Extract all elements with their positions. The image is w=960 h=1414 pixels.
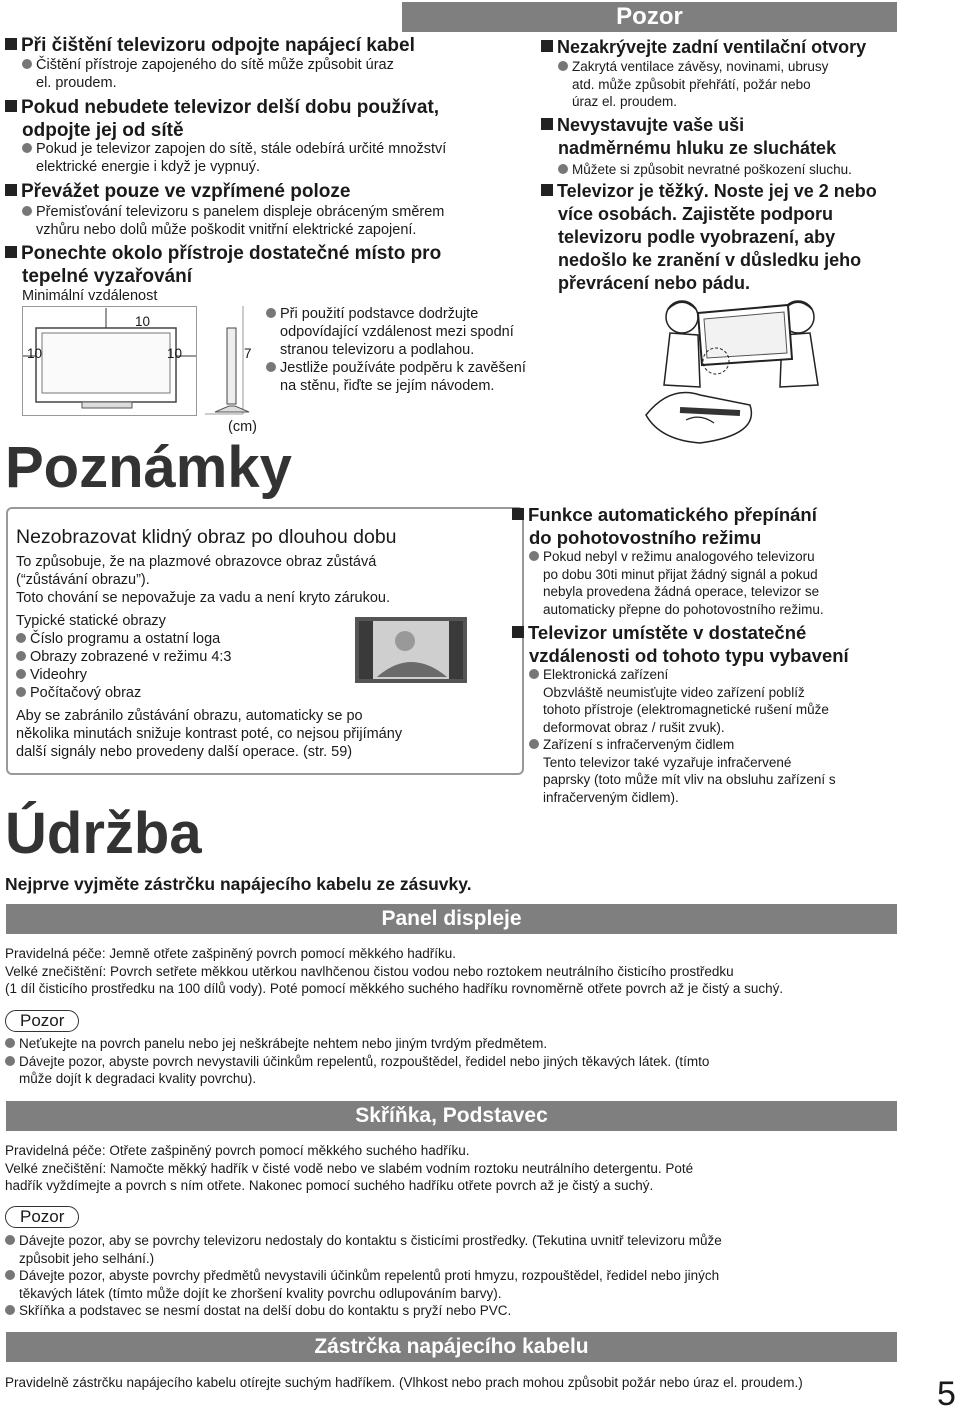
cabinet-caution-label: Pozor <box>5 1206 79 1228</box>
cabinet-care-text: Pravidelná péče: Otřete zašpiněný povrch pomocí měkkého suchého hadříku. Velké znečištění: Namočte měkký hadřík v čisté vodě nebo ve slabém vodním roztoku neutrálního detergentu. Poté hadřík vyždímejte a povrch s ním otřete. Nakonec pomocí suchého hadříku otřete povrch až je čistý a suchý. <box>5 1143 694 1193</box>
plug-section-bar: Zástrčka napájecího kabelu <box>6 1332 897 1362</box>
ventilation-heading: Ponechte okolo přístroje dostatečné místo pro tepelné vyzařování <box>5 242 441 288</box>
headphones-heading: Nevystavujte vaše uši nadměrnému hluku ze sluchátek <box>541 114 836 160</box>
carry-tv-illustration <box>640 295 840 445</box>
burn-in-prevention: Aby se zabránilo zůstávání obrazu, automaticky se po několika minutách snižuje kontrast poté, co nejsou přijímány další signály nebo provedeny další operace. (str. 59) <box>16 708 403 760</box>
cabinet-caution-bullets: Dávejte pozor, aby se povrchy televizoru nedostaly do kontaktu s čisticími prostředky. (Tekutina uvnitř televizoru může způsobit jeho selhání.) Dávejte pozor, abyste povrchy předmětů nevystavili účinkům repelentů proti hmyzu, rozpouštědel, ředidel nebo jiných těkavých látek (tímto může dojít ke zhoršení kvality povrchu odlupováním barvy). Skříňka a podstavec se nesmí dostat na delší dobu do kontaktu s pryží nebo PVC. <box>5 1232 905 1320</box>
dim-top: 10 <box>135 314 151 329</box>
dim-side: 7 <box>244 346 252 361</box>
panel-care-text: Pravidelná péče: Jemně otřete zašpiněný povrch pomocí měkkého hadříku. Velké znečištění: Povrch setřete měkkou utěrkou navlhčenou čistou vodou nebo roztokem neutrálního čisticího prostředku (1 díl čisticího prostředku na 100 dílů vody). Poté pomocí měkkého suchého hadříku rovnoměrně otřete povrch až je čistý a suchý. <box>5 946 784 996</box>
auto-standby-bullet: Pokud nebyl v režimu analogového televizoru po dobu 30ti minut přijat žádný signál a pokud nebyla provedena žádná operace, televizor se automaticky přepne do pohotovostního režimu. <box>529 548 949 618</box>
rear-vents-heading: Nezakrývejte zadní ventilační otvory <box>541 36 866 59</box>
unplug-first-note: Nejprve vyjměte zástrčku napájecího kabelu ze zásuvky. <box>5 874 472 894</box>
panel-section-bar: Panel displeje <box>6 904 897 934</box>
min-distance-label: Minimální vzdálenost <box>22 288 158 304</box>
typical-static-images: Typické statické obrazy Číslo programu a ostatní loga Obrazy zobrazené v režimu 4:3 Videohry Počítačový obraz <box>16 613 232 701</box>
heavy-tv-warning: Televizor je těžký. Noste jej ve 2 nebo více osobách. Zajistěte podporu televizoru podle vyobrazení, aby nedošlo ke zranění v důsledku jeho převrácení nebo pádu. <box>541 180 877 295</box>
unplug-bullet: Pokud je televizor zapojen do sítě, stále odebírá určité množství elektrické energie i když je vypnuý. <box>22 140 522 176</box>
notes-heading: Poznámky <box>5 435 292 500</box>
placement-heading: Televizor umístěte v dostatečné vzdálenosti od tohoto typu vybavení <box>512 621 849 667</box>
rear-vents-bullet: Zakrytá ventilace závěsy, novinami, ubrusy atd. může způsobit přehřátí, požár nebo úraz el. proudem. <box>558 58 918 111</box>
panel-caution-label: Pozor <box>5 1010 79 1032</box>
still-image-desc: To způsobuje, že na plazmové obrazovce obraz zůstává (“zůstávání obrazu”). Toto chování se nepovažuje za vadu a není kryto zárukou. <box>16 554 391 606</box>
auto-standby-heading: Funkce automatického přepínání do pohotovostního režimu <box>512 503 817 549</box>
plug-care-text: Pravidelně zástrčku napájecího kabelu otírejte suchým hadříkem. (Vlhkost nebo prach mohou způsobit požár nebo úraz el. proudem.) <box>5 1375 803 1390</box>
unplug-heading: Pokud nebudete televizor delší dobu používat, odpojte jej od sítě <box>5 96 439 142</box>
placement-bullets: Elektronická zařízení Obzvláště neumisťujte video zařízení poblíž tohoto přístroje (elektromagnetické rušení může deformovat obraz / rušit zvuk). Zařízení s infračerveným čidlem Tento televizor také vyzařuje infračervené paprsky (toto může mít vliv na obsluhu zařízení s infračerveným čidlem). <box>529 666 949 806</box>
headphones-bullet: Můžete si způsobit nevratné poškození sluchu. <box>558 161 918 179</box>
pozor-header-bar: Pozor <box>402 2 897 32</box>
transport-heading: Převážet pouze ve vzpřímené poloze <box>5 180 350 203</box>
burn-in-example-image <box>355 617 467 683</box>
still-image-title: Nezobrazovat klidný obraz po dlouhou dobu <box>16 526 397 548</box>
dim-unit: (cm) <box>228 419 257 435</box>
maintenance-heading: Údržba <box>5 801 202 866</box>
cleaning-heading: Při čištění televizoru odpojte napájecí kabel <box>5 34 415 57</box>
transport-bullet: Přemisťování televizoru s panelem displeje obráceným směrem vzhůru nebo dolů může poškodit vnitřní elektrické zapojení. <box>22 203 522 239</box>
tv-side-diagram <box>205 306 265 416</box>
dim-left: 10 <box>27 346 43 361</box>
panel-caution-bullets: Neťukejte na povrch panelu nebo jej neškrábejte nehtem nebo jiným tvrdým předmětem. Dávejte pozor, abyste povrch nevystavili účinkům repelentů, rozpouštědel, ředidel nebo jiných těkavých látek. (tímto může dojít k degradaci kvality povrchu). <box>5 1035 905 1088</box>
cleaning-bullet: Čištění přístroje zapojeného do sítě může způsobit úraz el. proudem. <box>22 56 512 92</box>
page-number: 5 <box>937 1375 956 1413</box>
dim-right: 10 <box>167 346 183 361</box>
cabinet-section-bar: Skříňka, Podstavec <box>6 1101 897 1131</box>
stand-bullets: Při použití podstavce dodržujte odpovídající vzdálenost mezi spodní stranou televizoru a podlahou. Jestliže používáte podpěru k zavěšení na stěnu, řiďte se jejím návodem. <box>266 305 528 395</box>
